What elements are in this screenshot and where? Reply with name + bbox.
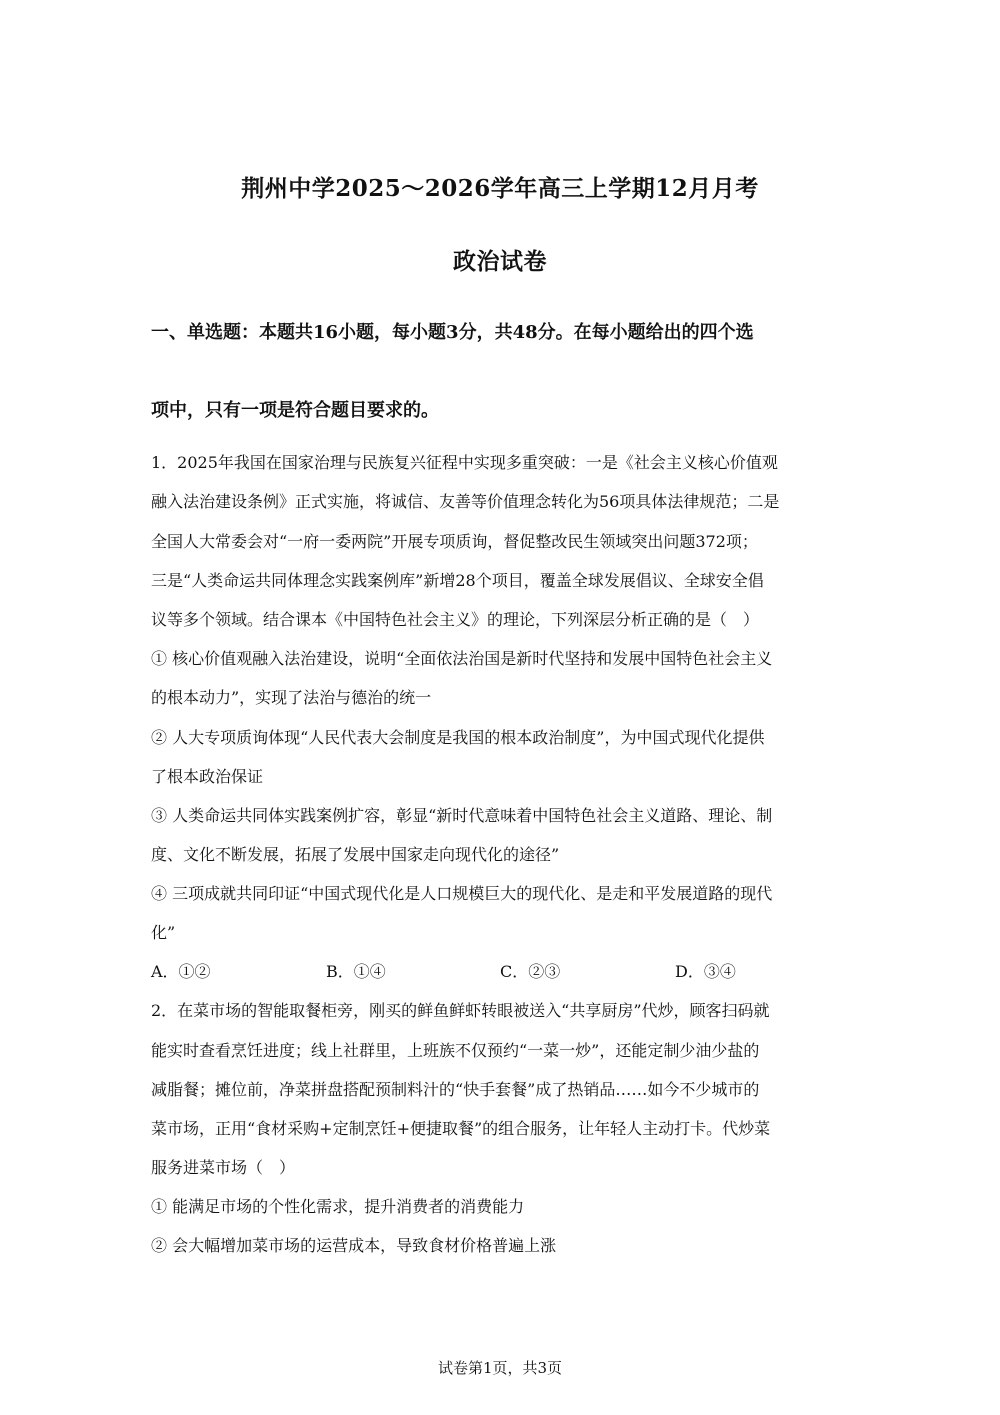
q1-option-a[interactable]: A．①② — [151, 962, 211, 981]
q1-stem-line: 融入法治建设条例》正式实施，将诚信、友善等价值理念转化为56项具体法律规范；二是 — [151, 492, 780, 511]
q1-statement-line: 了根本政治保证 — [151, 767, 264, 786]
q1-option-d[interactable]: D．③④ — [675, 962, 736, 981]
q1-statement-line: 度、文化不断发展，拓展了发展中国家走向现代化的途径” — [151, 845, 560, 864]
q1-statement-line: 的根本动力”，实现了法治与德治的统一 — [151, 688, 432, 707]
q1-statement-line: ③ 人类命运共同体实践案例扩容，彰显“新时代意味着中国特色社会主义道路、理论、制 — [151, 806, 773, 825]
q2-stem-line: 2．在菜市场的智能取餐柜旁，刚买的鲜鱼鲜虾转眼被送入“共享厨房”代炒，顾客扫码就 — [151, 1001, 770, 1020]
exam-title: 荆州中学2025～2026学年高三上学期12月月考 — [241, 175, 759, 202]
q1-option-b[interactable]: B．①④ — [326, 962, 386, 981]
q1-statement-line: ① 核心价值观融入法治建设，说明“全面依法治国是新时代坚持和发展中国特色社会主义 — [151, 649, 773, 668]
q2-statement-line: ② 会大幅增加菜市场的运营成本，导致食材价格普遍上涨 — [151, 1236, 557, 1255]
q2-stem-line: 减脂餐；摊位前，净菜拼盘搭配预制料汁的“快手套餐”成了热销品……如今不少城市的 — [151, 1080, 760, 1099]
q1-statement-line: 化” — [151, 923, 176, 942]
q1-stem-line: 1．2025年我国在国家治理与民族复兴征程中实现多重突破：一是《社会主义核心价值观 — [151, 453, 778, 472]
q2-stem-line: 服务进菜市场（ ） — [151, 1158, 296, 1177]
q1-stem-line: 议等多个领域。结合课本《中国特色社会主义》的理论，下列深层分析正确的是（ ） — [151, 610, 760, 629]
section-heading-line-1: 一、单选题：本题共16小题，每小题3分，共48分。在每小题给出的四个选 — [151, 322, 754, 343]
q1-statement-line: ② 人大专项质询体现“人民代表大会制度是我国的根本政治制度”，为中国式现代化提供 — [151, 728, 765, 747]
q1-statement-line: ④ 三项成就共同印证“中国式现代化是人口规模巨大的现代化、是走和平发展道路的现代 — [151, 884, 773, 903]
page-footer: 试卷第1页，共3页 — [437, 1359, 563, 1377]
q2-statement-line: ① 能满足市场的个性化需求，提升消费者的消费能力 — [151, 1197, 525, 1216]
exam-subtitle: 政治试卷 — [453, 248, 547, 275]
q2-stem-line: 菜市场，正用“食材采购+定制烹饪+便捷取餐”的组合服务，让年轻人主动打卡。代炒菜 — [151, 1119, 771, 1138]
section-heading-line-2: 项中，只有一项是符合题目要求的。 — [151, 400, 439, 421]
q1-stem-line: 三是“人类命运共同体理念实践案例库”新增28个项目，覆盖全球发展倡议、全球安全倡 — [151, 571, 764, 590]
q2-stem-line: 能实时查看烹饪进度；线上社群里，上班族不仅预约“一菜一炒”，还能定制少油少盐的 — [151, 1041, 760, 1060]
q1-stem-line: 全国人大常委会对“一府一委两院”开展专项质询，督促整改民生领域突出问题372项； — [151, 532, 758, 551]
q1-option-c[interactable]: C．②③ — [500, 962, 561, 981]
